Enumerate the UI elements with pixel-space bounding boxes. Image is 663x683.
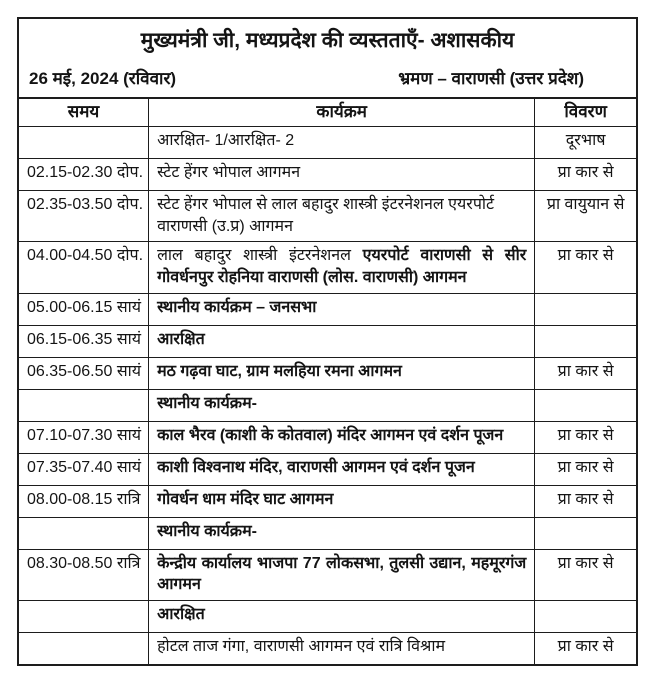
table-row bbox=[19, 325, 636, 357]
program-text: एयरपोर्ट वाराणसी से सीर गोवर्धनपुर रोहनिया वाराणसी (लोस. वाराणसी) आगमन bbox=[157, 247, 527, 287]
schedule-table bbox=[19, 99, 636, 664]
details-cell bbox=[535, 293, 636, 325]
time-cell bbox=[19, 517, 149, 549]
schedule-table-head bbox=[19, 99, 636, 126]
program-cell bbox=[149, 357, 535, 389]
time-cell: 05.00-06.15 सायं bbox=[19, 293, 149, 325]
program-cell bbox=[149, 325, 535, 357]
time-cell bbox=[19, 600, 149, 632]
date-label: 26 मई, 2024 (रविवार) bbox=[29, 69, 177, 89]
table-row bbox=[19, 389, 636, 421]
time-cell: 08.30-08.50 रात्रि bbox=[19, 549, 149, 600]
program-text: स्थानीय कार्यक्रम- bbox=[157, 394, 257, 412]
program-cell bbox=[149, 191, 535, 242]
table-row bbox=[19, 357, 636, 389]
col-header-details: विवरण bbox=[535, 99, 636, 126]
table-row bbox=[19, 600, 636, 632]
details-cell: प्रा कार से bbox=[535, 159, 636, 191]
table-row bbox=[19, 421, 636, 453]
details-cell: प्रा कार से bbox=[535, 421, 636, 453]
table-row bbox=[19, 453, 636, 485]
table-row bbox=[19, 549, 636, 600]
program-cell bbox=[149, 389, 535, 421]
program-text: स्टेट हेंगर भोपाल से लाल बहादुर शास्त्री इंटरनेशनल एयरपोर्ट वाराणसी (उ.प्र) आगमन bbox=[157, 196, 495, 235]
program-text: स्थानीय कार्यक्रम – जनसभा bbox=[157, 298, 317, 316]
program-text: स्थानीय कार्यक्रम- bbox=[157, 522, 257, 540]
time-cell: 02.15-02.30 दोप. bbox=[19, 159, 149, 191]
program-cell bbox=[149, 517, 535, 549]
table-row bbox=[19, 127, 636, 159]
time-cell: 08.00-08.15 रात्रि bbox=[19, 485, 149, 517]
details-cell bbox=[535, 517, 636, 549]
program-cell bbox=[149, 159, 535, 191]
details-cell: प्रा कार से bbox=[535, 632, 636, 664]
program-text: काशी विश्वनाथ मंदिर, वाराणसी आगमन एवं दर्शन पूजन bbox=[157, 458, 475, 476]
time-cell: 02.35-03.50 दोप. bbox=[19, 191, 149, 242]
col-header-program: कार्यक्रम bbox=[149, 99, 535, 126]
schedule-document bbox=[17, 17, 638, 666]
program-cell bbox=[149, 421, 535, 453]
time-cell bbox=[19, 127, 149, 159]
program-cell bbox=[149, 485, 535, 517]
program-text: काल भैरव (काशी के कोतवाल) मंदिर आगमन एवं दर्शन पूजन bbox=[157, 426, 504, 444]
table-row bbox=[19, 159, 636, 191]
details-cell: प्रा कार से bbox=[535, 242, 636, 293]
details-cell: दूरभाष bbox=[535, 127, 636, 159]
details-cell: प्रा कार से bbox=[535, 485, 636, 517]
details-cell bbox=[535, 600, 636, 632]
table-row bbox=[19, 517, 636, 549]
time-cell: 07.35-07.40 सायं bbox=[19, 453, 149, 485]
program-cell bbox=[149, 293, 535, 325]
program-text: लाल बहादुर शास्त्री इंटरनेशनल bbox=[157, 247, 363, 265]
document-subheader bbox=[27, 66, 628, 93]
program-text: आरक्षित bbox=[157, 605, 205, 623]
program-cell bbox=[149, 453, 535, 485]
table-row bbox=[19, 485, 636, 517]
time-cell: 04.00-04.50 दोप. bbox=[19, 242, 149, 293]
tour-location-label: भ्रमण – वाराणसी (उत्तर प्रदेश) bbox=[398, 69, 584, 89]
page-title: मुख्यमंत्री जी, मध्यप्रदेश की व्यस्तताएँ- अशासकीय bbox=[140, 29, 515, 52]
program-cell bbox=[149, 600, 535, 632]
schedule-body bbox=[19, 127, 636, 665]
time-cell bbox=[19, 389, 149, 421]
time-cell: 06.35-06.50 सायं bbox=[19, 357, 149, 389]
program-text: गोवर्धन धाम मंदिर घाट आगमन bbox=[157, 490, 334, 508]
program-text: केन्द्रीय कार्यालय भाजपा 77 लोकसभा, तुलसी उद्यान, महमूरगंज आगमन bbox=[157, 554, 527, 594]
program-text: स्टेट हेंगर भोपाल आगमन bbox=[157, 164, 301, 182]
program-cell bbox=[149, 549, 535, 600]
table-row bbox=[19, 242, 636, 293]
header-row bbox=[19, 99, 636, 126]
details-cell: प्रा कार से bbox=[535, 453, 636, 485]
program-text: मठ गढ़वा घाट, ग्राम मलहिया रमना आगमन bbox=[157, 362, 402, 380]
table-row bbox=[19, 191, 636, 242]
time-cell: 07.10-07.30 सायं bbox=[19, 421, 149, 453]
details-cell: प्रा कार से bbox=[535, 549, 636, 600]
program-cell bbox=[149, 242, 535, 293]
col-header-time: समय bbox=[19, 99, 149, 126]
program-cell bbox=[149, 127, 535, 159]
details-cell bbox=[535, 325, 636, 357]
program-cell bbox=[149, 632, 535, 664]
details-cell bbox=[535, 389, 636, 421]
program-text: होटल ताज गंगा, वाराणसी आगमन एवं रात्रि विश्राम bbox=[157, 637, 446, 655]
program-text: आरक्षित bbox=[157, 330, 205, 348]
details-cell: प्रा वायुयान से bbox=[535, 191, 636, 242]
program-text: आरक्षित- 1/आरक्षित- 2 bbox=[157, 132, 295, 150]
time-cell bbox=[19, 632, 149, 664]
document-header bbox=[19, 19, 636, 99]
time-cell: 06.15-06.35 सायं bbox=[19, 325, 149, 357]
table-row bbox=[19, 632, 636, 664]
table-row bbox=[19, 293, 636, 325]
details-cell: प्रा कार से bbox=[535, 357, 636, 389]
